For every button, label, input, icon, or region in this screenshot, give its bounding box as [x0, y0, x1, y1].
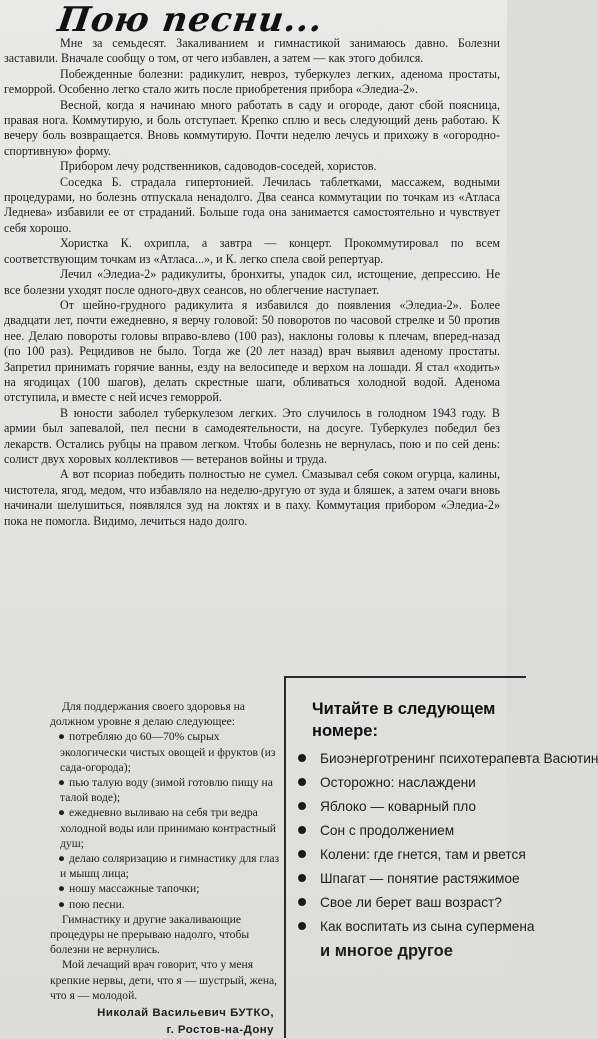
next-issue-item — [286, 870, 526, 887]
next-issue-item-text: Шпагат — понятие растяжимое — [320, 871, 520, 886]
article-paragraph: От шейно-грудного радикулита я избавился до появления «Эледиа-2». Более двадцати лет, почти ежедневно, я верчу головой: 50 поворотов по часовой стрелке и 50 против нее. Делаю повороты головы вправо-влево (100 раз), наклоны головы к плечам, вперед-назад (по 100 раз). Рецидивов не было. Тогда же (20 лет назад) врач выявил аденому простаты. Запретил принимать горячие ванны, езду на велосипеде и верхом на лошади. Я стал «ходить» на ягодицах (100 шагов), делать скрестные шаги, обливаться холодной водой. Аденома отступила, и вместе с ней исчез геморрой. — [4, 297, 500, 405]
next-issue-item — [286, 798, 526, 815]
closing-paragraph: Мой лечащий врач говорит, что у меня крепкие нервы, дети, что я — шустрый, жена, что я — молодой. — [50, 958, 278, 1002]
author-name: Николай Васильевич БУТКО, — [97, 1007, 274, 1020]
routine-item — [50, 851, 280, 881]
routine-item-text: ежедневно выливаю на себя три ведра холодной воды или принимаю контрастный душ; — [60, 806, 276, 850]
next-issue-item — [286, 918, 535, 935]
routine-item-text: делаю соляризацию и гимнастику для глаз и мышц лица; — [60, 852, 280, 881]
next-issue-box — [284, 676, 598, 1038]
next-issue-item — [286, 822, 526, 839]
routine-item — [50, 805, 280, 851]
next-issue-list — [286, 750, 598, 935]
next-issue-item-text: Колени: где гнется, там и рвется — [320, 847, 526, 862]
author-city: г. Ростов-на-Дону — [166, 1024, 274, 1037]
closing-paragraph: Гимнастику и другие закаливающие процедуры не прерываю надолго, чтобы болезни не вернулись. — [50, 912, 250, 957]
article-paragraph: Побежденные болезни: радикулит, невроз, туберкулез легких, аденома простаты, геморрой. Особенно легко стало жить после приобретения прибора «Эледиа-2». — [4, 66, 500, 97]
article-paragraph: Лечил «Эледиа-2» радикулиты, бронхиты, упадок сил, истощение, депрессию. Не все болезни уходят после одного-двух сеансов, но облегчение наступает. — [4, 267, 500, 297]
bullet-icon: ● — [58, 882, 66, 896]
next-issue-item-text: Биоэнерготренинг психотерапевта Васютин — [320, 751, 598, 766]
routine-item-text: пью талую воду (зимой готовлю пищу на талой воде); — [60, 776, 273, 805]
article-paragraph: Соседка Б. страдала гипертонией. Лечилась таблетками, массажем, водными процедурами, но болезнь отпускала ненадолго. Два сеанса коммутации по точкам из «Атласа Леднева» избавили ее от страданий. Больше года она занимается самостоятельно и чувствует себя хорошо. — [4, 174, 500, 235]
next-issue-item — [286, 750, 598, 767]
bullet-icon: ● — [58, 730, 66, 744]
next-issue-footer: и многое другое — [320, 942, 453, 960]
bullet-icon — [298, 922, 306, 930]
routine-item — [50, 729, 280, 775]
bullet-icon: ● — [58, 806, 66, 820]
routine-item-text: потребляю до 60—70% сырых экологически чистых овощей и фруктов (из сада-огорода); — [60, 730, 276, 774]
article-body — [4, 36, 500, 529]
next-issue-heading: Читайте в следующем номере: — [312, 700, 496, 740]
article-title: Пою песни... — [55, 0, 326, 40]
routine-item — [50, 881, 280, 896]
bullet-icon — [298, 802, 306, 810]
article-paragraph: Мне за семьдесят. Закаливанием и гимнастикой занимаюсь давно. Болезни заставили. Вначале сообщу о том, от чего избавлен, а затем — как этого добился. — [4, 36, 500, 66]
routine-item-text: ношу массажные тапочки; — [69, 882, 200, 896]
routine-intro: Для поддержания своего здоровья на должном уровне я делаю следующее: — [50, 700, 245, 729]
next-issue-item — [286, 774, 526, 791]
bullet-icon — [298, 754, 306, 762]
routine-item-text: пою песни. — [69, 897, 125, 911]
bullet-icon: ● — [58, 852, 66, 866]
article-paragraph: В юности заболел туберкулезом легких. Это случилось в голодном 1943 году. В армии был запевалой, пел песни в самодеятельности, на досуге. Туберкулез победил без лекарств. Остались рубцы на правом легком. Чтобы болезнь не вернулась, пою и по сей день: солист двух хоровых коллективов — ветеранов войны и труда. — [4, 405, 500, 466]
routine-list — [50, 729, 280, 911]
article-paragraph: Хористка К. охрипла, а завтра — концерт. Прокоммутировал по всем соответствующим точкам из «Атласа...», и К. легко спела свой репертуар. — [4, 236, 500, 266]
author-signature — [50, 1005, 280, 1039]
next-issue-item-text: Осторожно: наслаждени — [320, 775, 476, 790]
bullet-icon — [298, 898, 306, 906]
bullet-icon — [298, 850, 306, 858]
next-issue-item — [286, 894, 526, 911]
next-issue-item-text: Свое ли берет ваш возраст? — [320, 895, 502, 910]
bullet-icon: ● — [58, 776, 66, 790]
article-paragraph: Прибором лечу родственников, садоводов-соседей, хористов. — [60, 159, 377, 174]
article-paragraph: Весной, когда я начинаю много работать в саду и огороде, дают сбой поясница, правая нога. Коммутирую, и боль отступает. Крепко сплю и весь следующий день работаю. К вечеру боль возвращается. Вновь коммутирую. Почти неделю лечусь и прихожу в «огородно-спортивную» форму. — [4, 97, 500, 158]
bullet-icon — [298, 826, 306, 834]
bullet-icon: ● — [58, 897, 66, 911]
bullet-icon — [298, 778, 306, 786]
next-issue-item — [286, 846, 526, 863]
next-issue-item-text: Яблоко — коварный пло — [320, 799, 477, 814]
bullet-icon — [298, 874, 306, 882]
health-routine-column — [50, 699, 280, 1039]
routine-item — [50, 775, 280, 805]
next-issue-item-text: Сон с продолжением — [320, 823, 455, 838]
next-issue-item-text: Как воспитать из сына супермена — [320, 919, 535, 934]
article-paragraph: А вот псориаз победить полностью не сумел. Смазывал себя соком огурца, калины, чистотела, ягод, медом, что избавляло на неделю-другую от зуда и бляшек, а затем очаги вновь начинали шелушиться, появлялся зуд на локтях и в паху. Коммутация прибором «Эледиа-2» пока не помогла. Видимо, лечиться надо долго. — [4, 467, 500, 528]
routine-item — [50, 897, 280, 912]
